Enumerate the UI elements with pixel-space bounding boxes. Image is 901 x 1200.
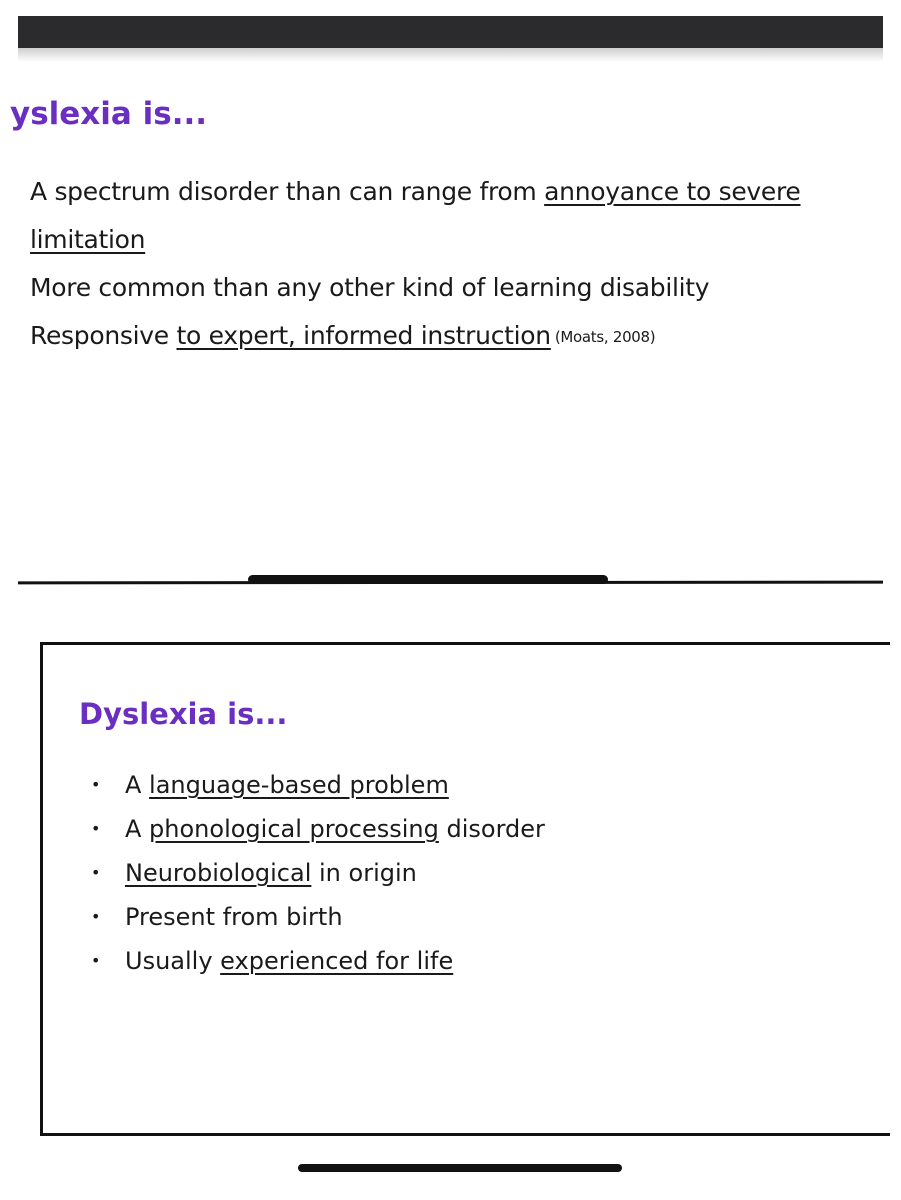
slide1-item-text: A spectrum disorder than can range from: [30, 177, 545, 206]
slide2-title: Dyslexia is...: [79, 697, 288, 731]
bullet-icon: •: [91, 819, 101, 838]
slide2-item: [87, 763, 545, 807]
slide2-item: [87, 851, 545, 895]
slide1-item-underlined: to expert, informed instruction: [176, 321, 551, 350]
bullet-icon: •: [91, 775, 101, 794]
slide1-title: yslexia is...: [10, 96, 208, 132]
slide2[interactable]: [40, 642, 890, 1136]
scroll-indicator[interactable]: [248, 575, 608, 584]
slide2-item-underlined: language-based problem: [149, 771, 449, 799]
slide2-item-underlined: experienced for life: [220, 947, 454, 975]
slide1-item: [30, 168, 885, 264]
bullet-icon: •: [91, 907, 101, 926]
slide2-item-text: disorder: [438, 815, 545, 843]
home-indicator[interactable]: [298, 1164, 622, 1172]
slide2-item-text: Present from birth: [125, 903, 343, 931]
slide1-item: [30, 264, 885, 312]
slide2-item-text: A: [125, 815, 150, 843]
slide2-list: [87, 763, 545, 983]
toolbar-shadow: [18, 48, 883, 62]
bullet-icon: •: [91, 951, 101, 970]
citation: (Moats, 2008): [554, 328, 656, 346]
slide2-item-text: A: [125, 771, 150, 799]
slide1-item-text: Responsive: [30, 321, 177, 350]
slide1-item-text: More common than any other kind of learning disability: [30, 273, 710, 302]
bullet-icon: •: [91, 863, 101, 882]
slide1-item-underlined: annoyance to severe limitation: [30, 177, 801, 254]
slide2-item-underlined: phonological processing: [149, 815, 439, 843]
slide2-item-text: Usually: [125, 947, 221, 975]
slide2-item: [87, 807, 545, 851]
slide2-item: [87, 939, 545, 983]
slide2-item: [87, 895, 545, 939]
slide1-list: [30, 168, 885, 361]
slide2-item-text: in origin: [311, 859, 417, 887]
slide2-item-underlined: Neurobiological: [125, 859, 312, 887]
top-toolbar: [18, 16, 883, 48]
slide1-item: [30, 312, 885, 361]
